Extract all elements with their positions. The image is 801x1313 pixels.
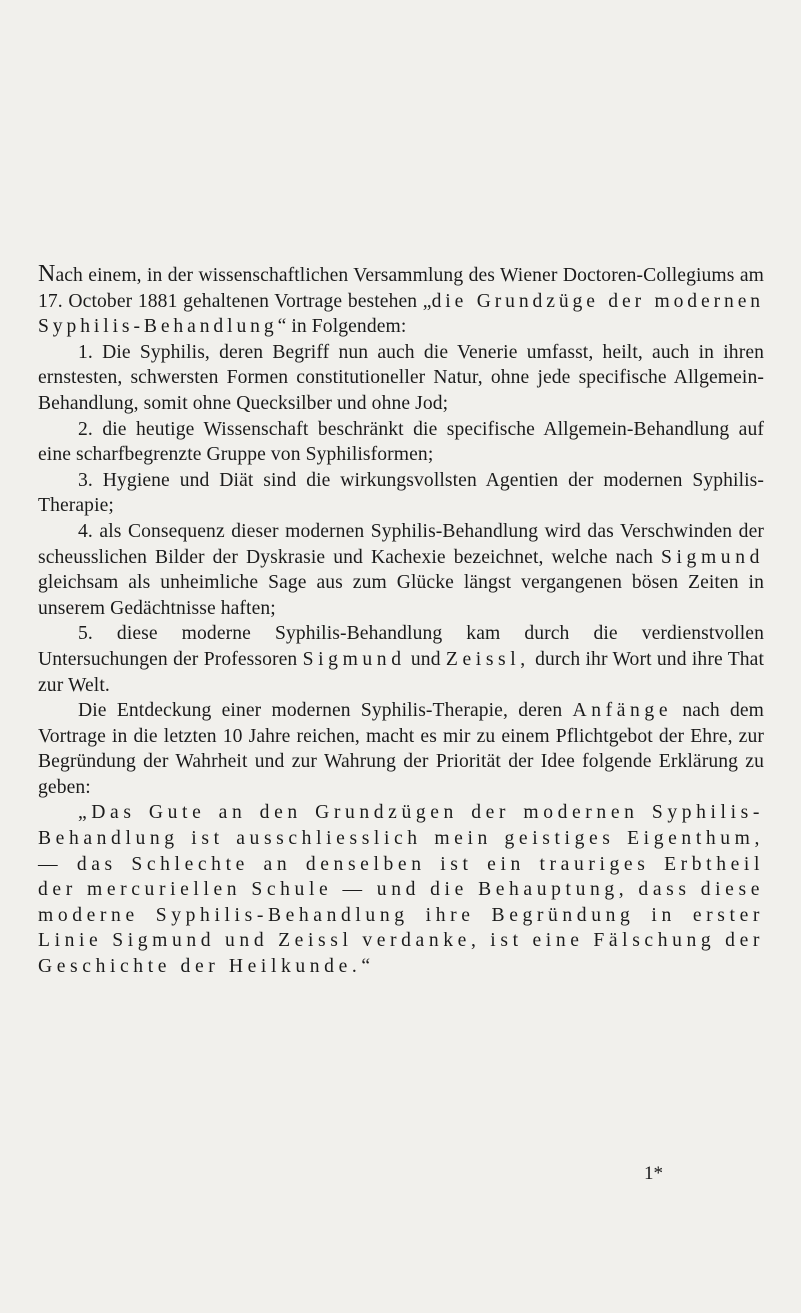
item-text: diese moderne Syphilis-Behandlung kam durch die verdienstvollen Untersuchungen der Professoren (38, 623, 764, 670)
item-number: 3. (78, 469, 93, 491)
intro-text-end: “ in Folgendem: (277, 316, 407, 338)
list-item-5 (38, 621, 764, 698)
conjunction: und (410, 648, 441, 670)
item-text: Hygiene und Diät sind die wirkungsvollsten Agentien der modernen Syphilis-Therapie; (38, 469, 765, 517)
item-text: Die Syphilis, deren Begriff nun auch die Venerie umfasst, heilt, auch in ihren ernstesten, schwersten Formen constitutioneller Natur, ohne jede specifische Allgemein-Behandlung, somit ohne Quecksilber und ohne Jod; (38, 341, 765, 414)
name-sigmund: Sigmund (302, 648, 406, 670)
item-number: 2. (78, 418, 93, 440)
lecture-title: die Grundzüge der modernen Syphilis-Behandlung (38, 290, 764, 338)
spaced-word: Anfänge (572, 700, 673, 722)
discovery-text-end: nach dem Vortrage in die letzten 10 Jahre reichen, macht es mir zu einem Pflichtgebot der Ehre, zur Begründung der Wahrheit und zur Wahrung der Priorität der Idee folgende Erklärung zu geben: (38, 700, 765, 798)
list-item-2 (38, 417, 764, 468)
discovery-paragraph (38, 698, 764, 800)
item-number: 4. (78, 520, 93, 542)
item-number: 5. (78, 623, 93, 645)
list-item-1 (38, 340, 764, 417)
item-text-end: durch ihr Wort und ihre That zur Welt. (38, 648, 764, 696)
document-body (38, 262, 764, 980)
declaration-paragraph: „Das Gute an den Grundzügen der modernen Syphilis-Behandlung ist ausschliesslich mein geistiges Eigenthum, — das Schlechte an denselben ist ein trauriges Erbtheil der mercuriellen Schule — und die Behauptung, dass diese moderne Syphilis-Behandlung ihre Begründung in erster Linie Sigmund und Zeissl verdanke, ist eine Fälschung der Geschichte der Heilkunde.“ (38, 802, 764, 978)
intro-paragraph (38, 262, 764, 340)
name-zeissl: Zeissl, (445, 648, 530, 670)
item-text: die heutige Wissenschaft beschränkt die specifische Allgemein-Behandlung auf eine scharfbegrenzte Gruppe von Syphilisformen; (38, 418, 764, 466)
item-text: als Consequenz dieser modernen Syphilis-Behandlung wird das Verschwinden der scheusslichen Bilder der Dyskrasie und Kachexie bezeichnet, welche nach (38, 520, 764, 568)
item-text-end: gleichsam als unheimliche Sage aus zum Glücke längst vergangenen bösen Zeiten in unserem Gedächtnisse haften; (38, 572, 764, 619)
name-sigmund: Sigmund (661, 546, 764, 568)
discovery-text: Die Entdeckung einer modernen Syphilis-Therapie, deren (78, 700, 563, 722)
list-item-3 (38, 468, 764, 519)
drop-cap: N (38, 261, 56, 287)
signature-mark: 1* (644, 1163, 663, 1184)
list-item-4 (38, 519, 764, 621)
intro-text: ach einem, in der wissenschaftlichen Versammlung des Wiener Doctoren-Collegiums am 17. October 1881 gehaltenen Vortrage bestehen „ (38, 265, 764, 312)
item-number: 1. (78, 341, 93, 363)
